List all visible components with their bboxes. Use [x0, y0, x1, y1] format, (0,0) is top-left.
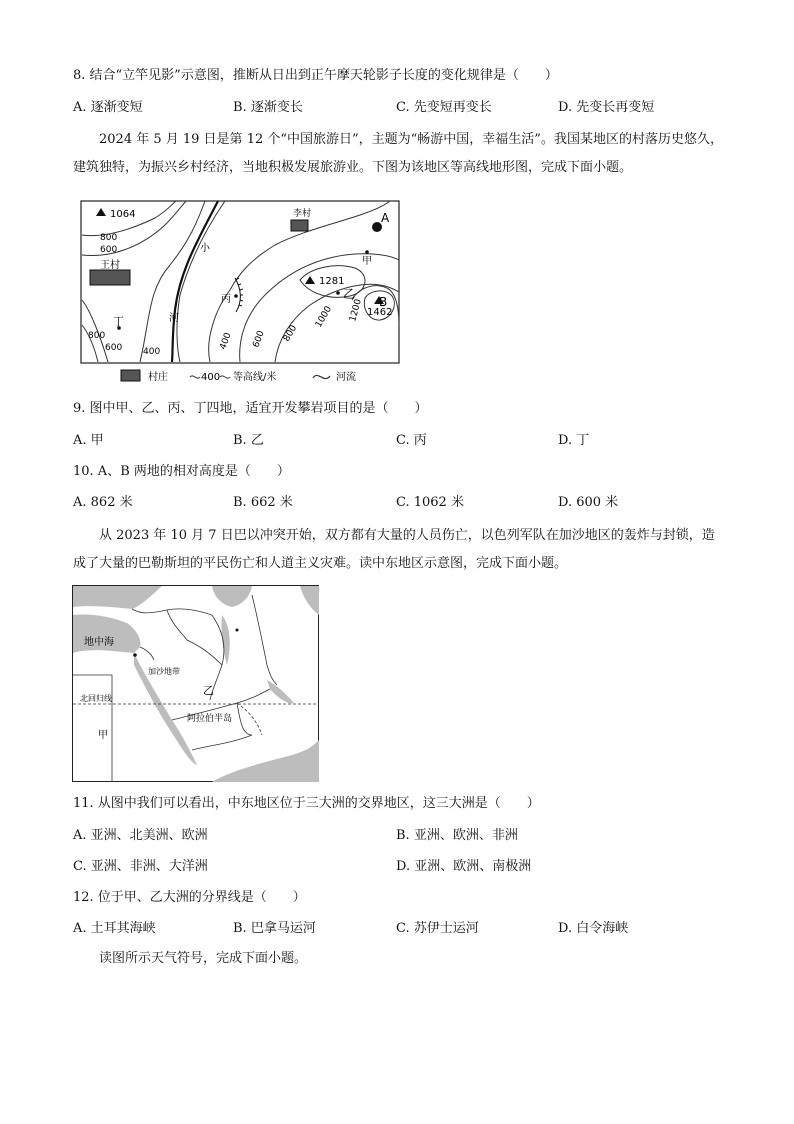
- label-yi: 乙: [203, 684, 214, 697]
- q8-option-d: D. 先变长再变短: [558, 100, 655, 115]
- village-li-icon: [291, 220, 308, 231]
- passage-tourism: 2024 年 5 月 19 日是第 12 个“中国旅游日”，主题为“畅游中国，幸福生活”。我国某地区的村落历史悠久，建筑独特，为振兴乡村经济，当地积极发展旅游业。下图为该地区等高线地形图，完成下面小题。: [73, 132, 723, 175]
- q10-option-b: B. 662 米: [233, 495, 293, 510]
- peak-1281-label: 1281: [319, 276, 345, 287]
- passage-weather: 读图所示天气符号，完成下面小题。: [99, 951, 308, 966]
- legend-contour-label: 等高线/米: [233, 372, 277, 383]
- contour-label: 800: [281, 323, 300, 344]
- q9-option-a: A. 甲: [73, 433, 104, 448]
- label-arabia: 阿拉伯半岛: [187, 714, 233, 724]
- contour-label: 800: [88, 331, 106, 341]
- q9-option-b: B. 乙: [233, 433, 264, 448]
- q12-stem: 12. 位于甲、乙大洲的分界线是（ ）: [73, 890, 306, 905]
- contour-label: 400: [143, 347, 161, 357]
- q9-option-c: C. 丙: [396, 433, 427, 448]
- q8-option-b: B. 逐渐变长: [233, 100, 303, 115]
- contour-label: 600: [251, 329, 267, 350]
- label-mediterranean: 地中海: [84, 637, 114, 648]
- q11-option-c: C. 亚洲、非洲、大洋洲: [73, 859, 208, 874]
- q11-stem: 11. 从图中我们可以看出，中东地区位于三大洲的交界地区，这三大洲是（ ）: [73, 796, 540, 811]
- contour-label: 600: [105, 343, 123, 353]
- q10-option-c: C. 1062 米: [396, 495, 464, 510]
- q10-option-d: D. 600 米: [558, 495, 619, 510]
- river-char-2: 河: [169, 313, 179, 324]
- contour-label: 600: [100, 245, 118, 255]
- q11-option-d: D. 亚洲、欧洲、南极洲: [396, 859, 532, 874]
- village-wang-icon: [90, 270, 130, 285]
- mideast-map: [72, 585, 320, 783]
- river-char-1: 小: [200, 243, 210, 254]
- point-bing-label: 丙: [221, 294, 231, 305]
- label-gaza: 加沙地带: [148, 667, 180, 676]
- q11-option-b: B. 亚洲、欧洲、非洲: [396, 828, 518, 843]
- contour-label: 800: [100, 233, 118, 243]
- q11-option-a: A. 亚洲、北美洲、欧洲: [73, 828, 208, 843]
- village-wang-label: 王村: [100, 260, 120, 271]
- point-jia-label: 甲: [362, 256, 372, 267]
- legend-contour-value: 400: [201, 372, 221, 383]
- q8-option-c: C. 先变短再变长: [396, 100, 492, 115]
- q12-option-c: C. 苏伊士运河: [396, 921, 479, 936]
- q12-option-a: A. 土耳其海峡: [73, 921, 156, 936]
- q8-stem: 8. 结合“立竿见影”示意图，推断从日出到正午摩天轮影子长度的变化规律是（ ）: [73, 68, 558, 83]
- point-ding-label: 丁: [113, 315, 124, 328]
- peak-1064-label: 1064: [110, 209, 136, 220]
- legend-river-icon: [313, 375, 330, 378]
- label-jia: 甲: [98, 730, 108, 741]
- point-yi-label: 乙: [343, 287, 356, 301]
- point-a-label: A: [381, 211, 390, 225]
- q9-option-d: D. 丁: [558, 433, 590, 448]
- contour-label: 400: [218, 331, 234, 352]
- q10-stem: 10. A、B 两地的相对高度是（ ）: [73, 464, 290, 479]
- village-li-label: 李村: [293, 209, 312, 219]
- legend-village-label: 村庄: [148, 372, 168, 383]
- contour-label: 1000: [313, 304, 335, 330]
- q9-stem: 9. 图中甲、乙、丙、丁四地，适宜开发攀岩项目的是（ ）: [73, 401, 428, 416]
- passage-mideast: 从 2023 年 10 月 7 日巴以冲突开始，双方都有大量的人员伤亡，以色列军队在加沙地区的轰炸与封锁，造成了大量的巴勒斯坦的平民伤亡和人道主义灾难。读中东地区示意图，完成下面小题。: [73, 528, 715, 571]
- point-b-label: B: [379, 295, 388, 309]
- legend-river-label: 河流: [336, 372, 356, 383]
- contour-map: [80, 200, 404, 386]
- q12-option-d: D. 白令海峡: [558, 921, 629, 936]
- peak-1462-label: 1462: [367, 307, 393, 318]
- label-tropic: 北回归线: [80, 694, 112, 703]
- q8-option-a: A. 逐渐变短: [73, 100, 143, 115]
- legend-village-icon: [121, 370, 140, 381]
- q12-option-b: B. 巴拿马运河: [233, 921, 316, 936]
- q10-option-a: A. 862 米: [73, 495, 133, 510]
- contour-label: 1200: [348, 298, 364, 323]
